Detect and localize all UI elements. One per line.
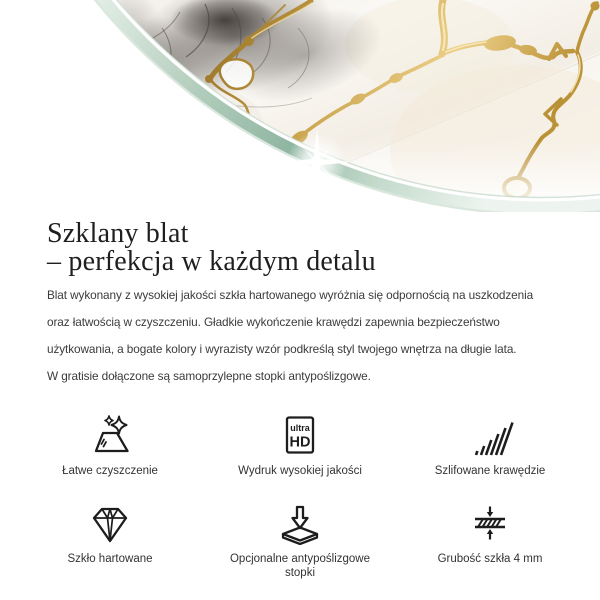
- feature-label: Szlifowane krawędzie: [434, 465, 546, 477]
- glass-thickness-icon: [466, 501, 514, 545]
- description-line: użytkowania, a bogate kolory i wyrazisty wzór podkreślą styl twojego wnętrza na długie lata.: [47, 342, 517, 356]
- title-line-2: – perfekcja w każdym detalu: [47, 246, 376, 277]
- feature-label: Wydruk wysokiej jakości: [238, 465, 362, 477]
- feature-tempered-glass: [15, 501, 205, 580]
- feature-label: Łatwe czyszczenie: [62, 465, 158, 477]
- description-line: oraz łatwością w czyszczeniu. Gładkie wykończenie krawędzi zapewnia bezpieczeństwo: [47, 315, 500, 329]
- description-line: Blat wykonany z wysokiej jakości szkła hartowanego wyróżnia się odpornością na uszkodzenia: [47, 288, 534, 302]
- product-image: [0, 0, 600, 212]
- feature-grid: [15, 413, 600, 580]
- product-description: [47, 282, 560, 390]
- feature-print-quality: [205, 413, 395, 478]
- description-line: W gratisie dołączone są samoprzylepne stopki antypoślizgowe.: [47, 369, 371, 383]
- anti-slip-feet-icon: [276, 501, 324, 545]
- svg-text:ultra: ultra: [290, 423, 310, 433]
- feature-label: Grubość szkła 4 mm: [437, 553, 543, 565]
- polished-edges-icon: [466, 413, 514, 457]
- diamond-icon: [86, 501, 134, 545]
- feature-polished-edges: [395, 413, 585, 478]
- glass-tabletop-illustration: [0, 0, 600, 212]
- feature-glass-thickness: [395, 501, 585, 580]
- feature-anti-slip-feet: [205, 501, 395, 580]
- title-line-1: Szklany blat: [47, 218, 189, 249]
- feature-easy-cleaning: [15, 413, 205, 478]
- svg-text:HD: HD: [289, 434, 311, 451]
- page-title: [47, 220, 600, 276]
- sparkle-clean-icon: [86, 413, 134, 457]
- ultra-hd-icon: [276, 413, 324, 457]
- feature-label: Opcjonalne antypoślizgowe stopki: [229, 553, 370, 579]
- feature-label: Szkło hartowane: [67, 553, 153, 565]
